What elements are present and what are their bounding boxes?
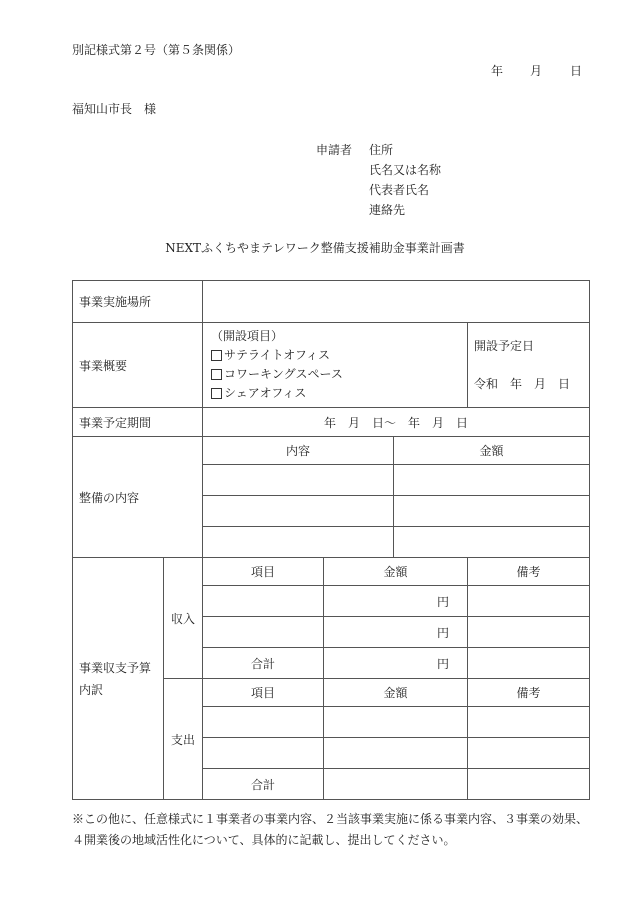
option-coworking-space[interactable] [211, 365, 461, 384]
addressee: 福知山市長 様 [72, 102, 157, 116]
remarks-header: 備考 [468, 679, 590, 707]
yen-cell[interactable]: 円 [324, 648, 468, 679]
applicant-name: 氏名又は名称 [369, 163, 442, 177]
applicant-contact: 連絡先 [369, 203, 406, 217]
remarks-header: 備考 [468, 558, 590, 586]
remarks-cell[interactable] [468, 769, 590, 800]
option-label: シェアオフィス [224, 386, 307, 400]
amount-cell[interactable] [324, 738, 468, 769]
remarks-cell[interactable] [468, 738, 590, 769]
applicant-address: 住所 [369, 143, 394, 157]
location-label: 事業実施場所 [73, 281, 203, 323]
checkbox-icon[interactable] [211, 350, 222, 361]
remarks-cell[interactable] [468, 586, 590, 617]
income-header-row [73, 558, 590, 586]
amount-cell[interactable] [324, 769, 468, 800]
form-label: 別記様式第２号（第５条関係） [72, 43, 241, 57]
remarks-cell[interactable] [468, 617, 590, 648]
amount-header: 金額 [394, 437, 590, 465]
amount-cell[interactable] [394, 496, 590, 527]
applicant-label: 申請者 [316, 143, 353, 157]
date-year: 年 [491, 64, 504, 78]
location-field[interactable] [203, 281, 590, 323]
period-label: 事業予定期間 [73, 408, 203, 437]
opening-items [203, 323, 468, 408]
overview-row [73, 323, 590, 408]
item-header: 項目 [203, 558, 324, 586]
budget-label: 事業収支予算内訳 [73, 558, 164, 800]
opening-date-label: 開設予定日 [474, 339, 535, 353]
total-label: 合計 [203, 648, 324, 679]
location-row [73, 281, 590, 323]
yen-cell[interactable]: 円 [324, 617, 468, 648]
option-satellite-office[interactable] [211, 346, 461, 365]
expense-label: 支出 [164, 679, 203, 800]
opening-items-label: （開設項目） [211, 329, 284, 343]
period-row [73, 408, 590, 437]
opening-date[interactable] [468, 323, 590, 408]
content-cell[interactable] [203, 496, 394, 527]
item-cell[interactable] [203, 617, 324, 648]
amount-cell[interactable] [324, 707, 468, 738]
opening-date-value: 令和 年 月 日 [474, 377, 571, 391]
applicant-representative: 代表者氏名 [369, 183, 430, 197]
period-value[interactable]: 年 月 日～ 年 月 日 [203, 408, 590, 437]
amount-header: 金額 [324, 679, 468, 707]
option-share-office[interactable] [211, 384, 461, 403]
remarks-cell[interactable] [468, 707, 590, 738]
footnote: ※この他に、任意様式に１事業者の事業内容、２当該事業実施に係る事業内容、３事業の効果、４開業後の地域活性化について、具体的に記載し、提出してください。 [72, 812, 589, 847]
overview-label: 事業概要 [73, 323, 203, 408]
amount-cell[interactable] [394, 527, 590, 558]
content-header: 内容 [203, 437, 394, 465]
amount-header: 金額 [324, 558, 468, 586]
document-title: NEXTふくちやまテレワーク整備支援補助金事業計画書 [165, 241, 465, 255]
yen-cell[interactable]: 円 [324, 586, 468, 617]
item-cell[interactable] [203, 707, 324, 738]
checkbox-icon[interactable] [211, 388, 222, 399]
total-label: 合計 [203, 769, 324, 800]
income-label: 収入 [164, 558, 203, 679]
content-cell[interactable] [203, 465, 394, 496]
item-header: 項目 [203, 679, 324, 707]
checkbox-icon[interactable] [211, 369, 222, 380]
item-cell[interactable] [203, 738, 324, 769]
option-label: コワーキングスペース [224, 367, 343, 381]
remarks-cell[interactable] [468, 648, 590, 679]
amount-cell[interactable] [394, 465, 590, 496]
date-day: 日 [570, 64, 583, 78]
content-cell[interactable] [203, 527, 394, 558]
option-label: サテライトオフィス [224, 348, 330, 362]
item-cell[interactable] [203, 586, 324, 617]
maintenance-header-row [73, 437, 590, 465]
plan-table [72, 280, 590, 800]
date-month: 月 [530, 64, 543, 78]
maintenance-label: 整備の内容 [73, 437, 203, 558]
